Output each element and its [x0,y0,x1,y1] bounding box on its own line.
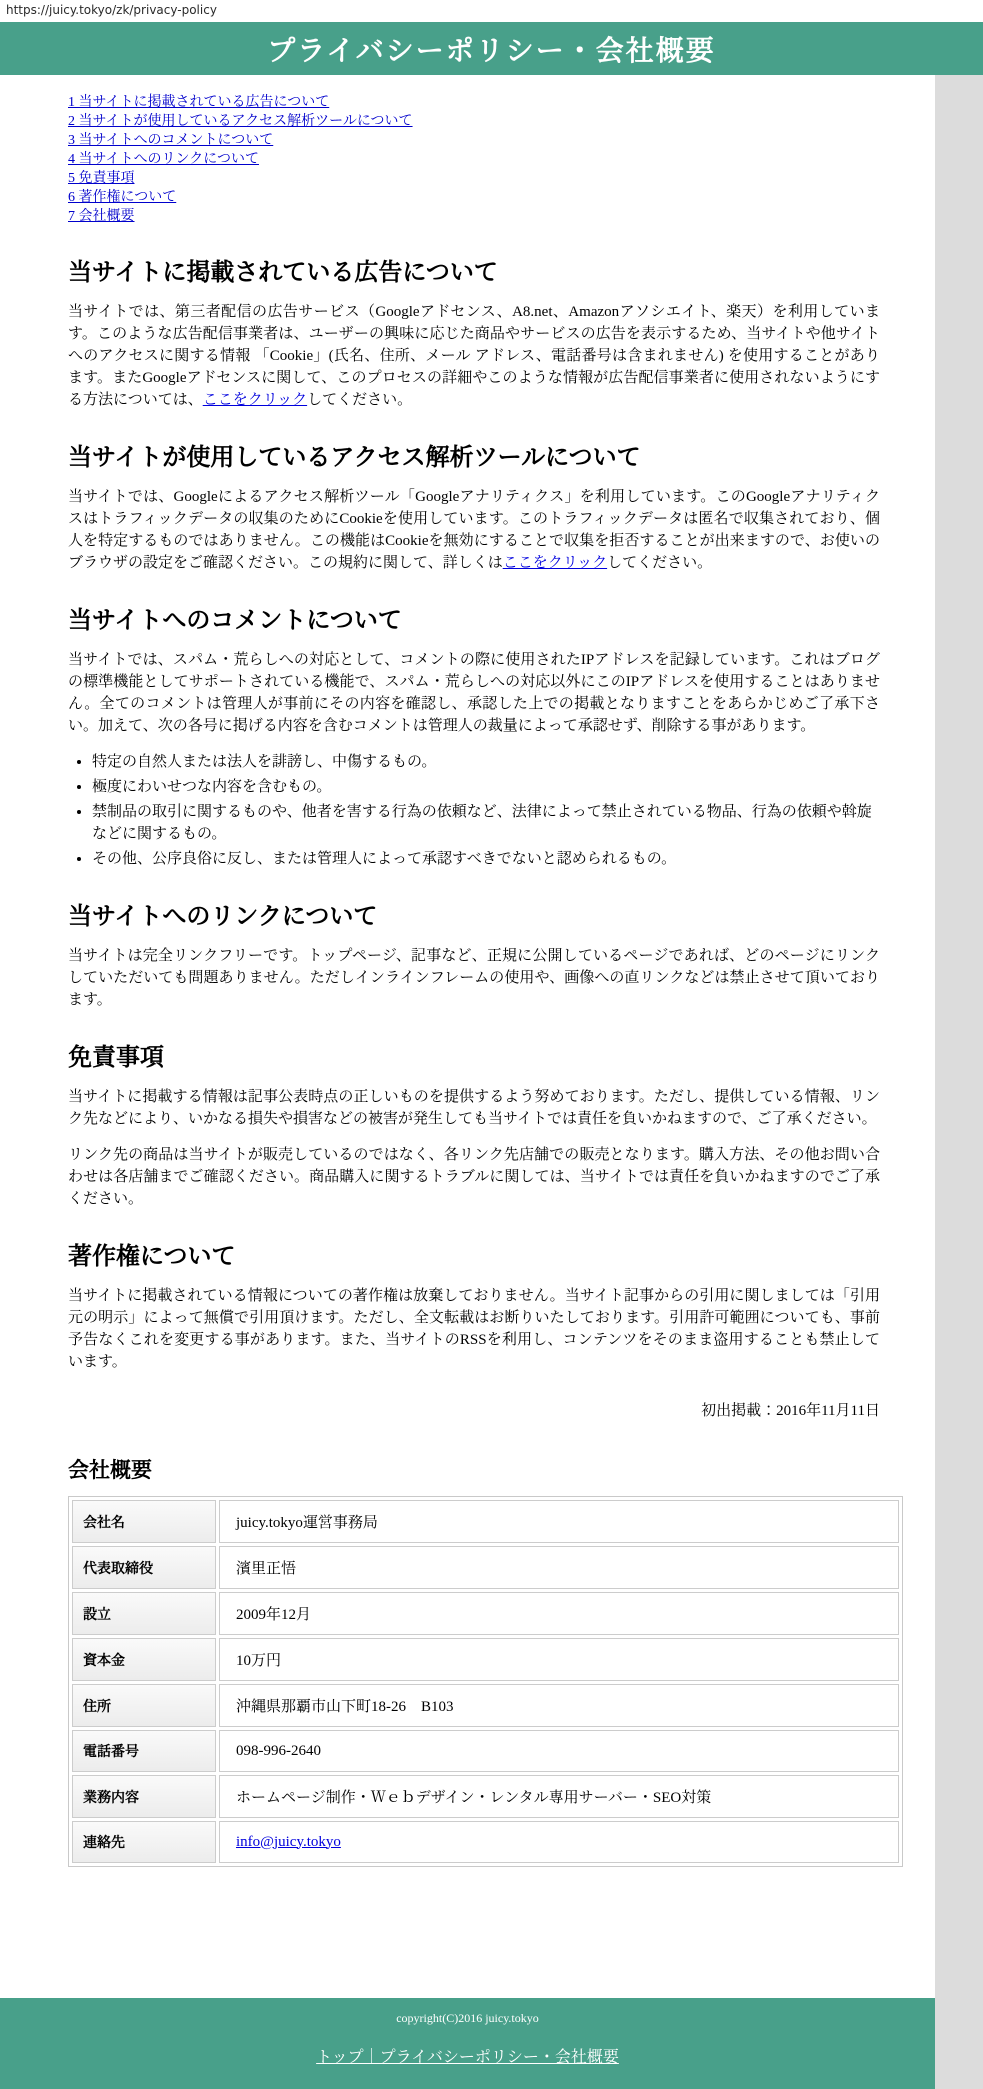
disclaimer-paragraph-2: リンク先の商品は当サイトが販売しているのではなく、各リンク先店舗での販売となります。購入方法、その他お問い合わせは各店舗までご確認ください。商品購入に関するトラブルに関しては、当サイトでは責任を負いかねますのでご了承ください。 [68,1147,880,1207]
row-label: 電話番号 [72,1730,216,1772]
links-paragraph: 当サイトは完全リンクフリーです。トップページ、記事など、正規に公開しているページであれば、どのページにリンクしていただいても問題ありません。ただしインラインフレームの使用や、画像への直リンクなどは禁止させて頂いております。 [68,948,880,1008]
list-item: • 極度にわいせつな内容を含むもの。 [92,776,880,798]
section-heading-copyright: 著作権について [68,1243,236,1270]
toc-link-ads[interactable]: 1 当サイトに掲載されている広告について [68,95,330,110]
row-value: juicy.tokyo運営事務局 [219,1500,899,1543]
page-content [0,75,935,1998]
row-value: 2009年12月 [219,1592,899,1635]
table-row [72,1638,899,1681]
site-footer [0,1998,935,2089]
toc-link-analytics[interactable]: 2 当サイトが使用しているアクセス解析ツールについて [68,114,413,129]
table-row [72,1684,899,1727]
paragraph-text: 当サイトでは、第三者配信の広告サービス（Googleアドセンス、A8.net、Amazonアソシエイト、楽天）を利用しています。このような広告配信事業者は、ユーザーの興味に応じた商品やサービスの広告を表示するため、当サイトや他サイトへのアクセスに関する情報 「Cookie」(氏名、住所、メール アドレス、電話番号は含まれません) を使用することがあります。またGoogleアドセンスに関して、このプロセスの詳細やこのような情報が広告配信事業者に使用されないようにする方法については、 [68,304,880,408]
paragraph-text: 当サイトでは、Googleによるアクセス解析ツール「Googleアナリティクス」を利用しています。このGoogleアナリティクスはトラフィックデータの収集のためにCookieを使用しています。このトラフィックデータは匿名で収集されており、個人を特定するものではありません。この機能はCookieを無効にすることで収集を拒否することが出来ますので、お使いのブラウザの設定をご確認ください。この規約に関して、詳しくは [68,489,880,571]
toc-link-disclaimer[interactable]: 5 免責事項 [68,171,135,186]
row-label: 資本金 [72,1638,216,1681]
first-published-date: 初出掲載：2016年11月11日 [701,1403,880,1419]
table-row [72,1500,899,1543]
row-value [219,1821,899,1863]
row-value: 濱里正悟 [219,1546,899,1589]
row-label: 住所 [72,1684,216,1727]
ads-paragraph [68,301,880,411]
comments-paragraph: 当サイトでは、スパム・荒らしへの対応として、コメントの際に使用されたIPアドレスを記録しています。これはブログの標準機能としてサポートされている機能で、スパム・荒らしへの対応以外にこのIPアドレスを使用することはありません。全てのコメントは管理人が事前にその内容を確認し、承認した上での掲載となりますことをあらかじめご了承下さい。加えて、次の各号に掲げる内容を含むコメントは管理人の裁量によって承認せず、削除する事があります。 [68,652,880,734]
table-row [72,1592,899,1635]
company-table [68,1496,903,1867]
footer-nav-link[interactable]: トップ｜プライバシーポリシー・会社概要 [316,2049,619,2066]
table-of-contents [68,93,880,226]
ads-click-here-link[interactable]: ここをクリック [202,392,308,408]
site-header [0,22,983,75]
table-row [72,1821,899,1863]
row-label: 設立 [72,1592,216,1635]
toc-link-links[interactable]: 4 当サイトへのリンクについて [68,152,259,167]
toc-link-copyright[interactable]: 6 著作権について [68,190,177,205]
row-label: 業務内容 [72,1775,216,1818]
row-value: ホームページ制作・Ｗｅｂデザイン・レンタル専用サーバー・SEO対策 [219,1775,899,1818]
analytics-paragraph [68,486,880,574]
disclaimer-paragraph-1: 当サイトに掲載する情報は記事公表時点の正しいものを提供するよう努めております。ただし、提供している情報、リンク先などにより、いかなる損失や損害などの被害が発生しても当サイトでは責任を負いかねますので、ご了承ください。 [68,1089,880,1127]
section-heading-disclaimer: 免責事項 [68,1044,164,1071]
contact-email-link[interactable]: info@juicy.tokyo [236,1833,341,1850]
row-label: 代表取締役 [72,1546,216,1589]
copyright-text: copyright(C)2016 juicy.tokyo [396,2011,539,2025]
row-value: 10万円 [219,1638,899,1681]
paragraph-text: してください。 [307,392,413,408]
row-label: 会社名 [72,1500,216,1543]
section-heading-analytics: 当サイトが使用しているアクセス解析ツールについて [68,444,641,471]
section-heading-links: 当サイトへのリンクについて [68,903,378,930]
row-value: 098-996-2640 [219,1730,899,1772]
paragraph-text: してください。 [607,555,713,571]
list-item: • その他、公序良俗に反し、または管理人によって承認すべきでないと認められるもの。 [92,848,880,870]
table-row [72,1546,899,1589]
table-row [72,1730,899,1772]
list-item: • 特定の自然人または法人を誹謗し、中傷するもの。 [92,751,880,773]
analytics-click-here-link[interactable]: ここをクリック [502,555,608,571]
table-row [72,1775,899,1818]
toc-link-company[interactable]: 7 会社概要 [68,209,135,224]
list-item: • 禁制品の取引に関するものや、他者を害する行為の依頼など、法律によって禁止されている物品、行為の依頼や斡旋などに関するもの。 [92,801,880,845]
toc-link-comments[interactable]: 3 当サイトへのコメントについて [68,133,274,148]
comment-rules-list [68,751,880,870]
section-heading-comments: 当サイトへのコメントについて [68,607,402,634]
row-value: 沖縄県那覇市山下町18-26 B103 [219,1684,899,1727]
row-label: 連絡先 [72,1821,216,1863]
section-heading-ads: 当サイトに掲載されている広告について [68,259,498,286]
section-heading-company: 会社概要 [68,1459,152,1482]
copyright-paragraph: 当サイトに掲載されている情報についての著作権は放棄しておりません。当サイト記事からの引用に関しましては「引用元の明示」によって無償で引用頂けます。ただし、全文転載はお断りいたしております。引用許可範囲についても、事前予告なくこれを変更する事があります。また、当サイトのRSSを利用し、コンテンツをそのまま盗用することも禁止しています。 [68,1288,880,1370]
page-title: プライバシーポリシー・会社概要 [267,34,716,66]
url-bar[interactable] [0,0,983,22]
url-text: https://juicy.tokyo/zk/privacy-policy [6,3,217,17]
